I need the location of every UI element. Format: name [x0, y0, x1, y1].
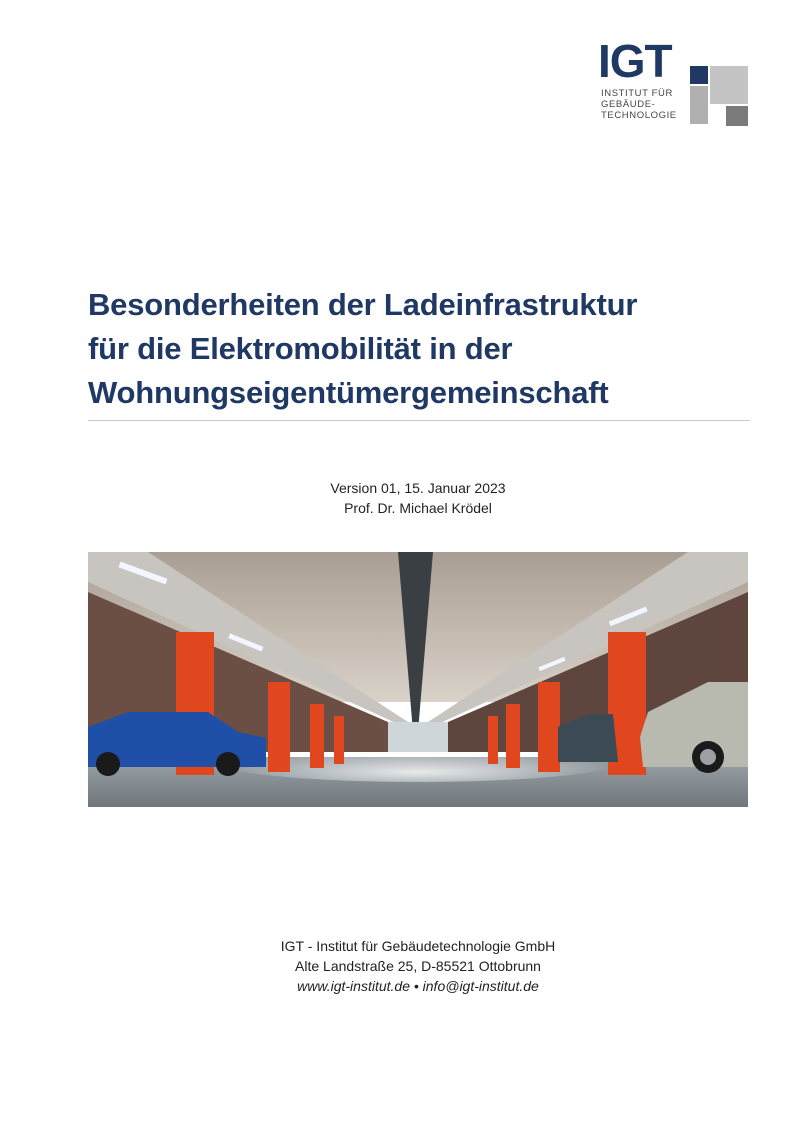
title-line-1: Besonderheiten der Ladeinfrastruktur [88, 287, 638, 322]
company-name: IGT - Institut für Gebäudetechnologie GmbH [280, 938, 556, 954]
author-name: Prof. Dr. Michael Krödel [344, 500, 492, 516]
logo-square-mid [690, 86, 708, 124]
company-contact[interactable]: www.igt-institut.de • info@igt-institut.de [297, 978, 539, 994]
logo-subtitle-line3: TECHNOLOGIE [601, 110, 677, 121]
logo-square-dark [726, 106, 748, 126]
title-line-2: für die Elektromobilität in der [88, 331, 513, 366]
logo-subtitle-line2: GEBÄUDE- [601, 99, 656, 110]
company-address: Alte Landstraße 25, D-85521 Ottobrunn [295, 958, 541, 974]
version-date: Version 01, 15. Januar 2023 [330, 480, 506, 496]
logo-subtitle-line1: INSTITUT FÜR [601, 88, 673, 99]
logo-square-gray [710, 66, 748, 104]
title-divider [88, 420, 750, 421]
parking-garage-photo [88, 552, 748, 807]
document-title [88, 283, 768, 415]
title-line-3: Wohnungseigentümergemeinschaft [88, 375, 609, 410]
logo-subtitle [601, 88, 677, 121]
logo-wordmark: IGT [598, 35, 672, 87]
igt-logo [598, 35, 750, 132]
logo-square-navy [690, 66, 708, 84]
